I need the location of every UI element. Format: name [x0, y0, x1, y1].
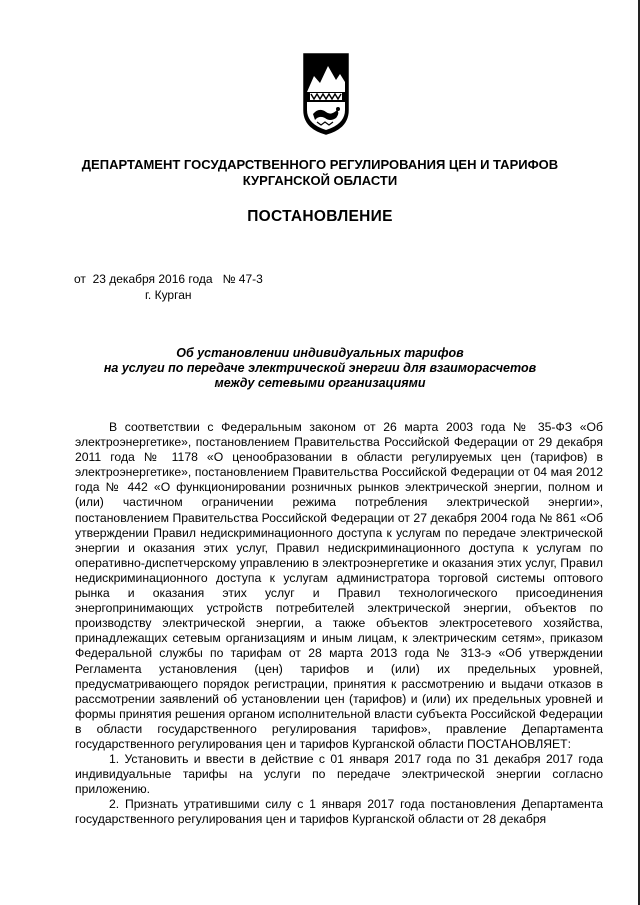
- body-paragraph-item-2: 2. Признать утратившими силу с 1 января 2017 года постановления Департамента государственного регулирования цен и тарифов Курганской области от 28 декабря: [75, 797, 603, 827]
- document-subject: [60, 346, 580, 391]
- city-name: г. Курган: [145, 288, 192, 302]
- body-paragraph-item-1: 1. Установить и ввести в действие с 01 января 2017 года по 31 декабря 2017 года индивидуальные тарифы на услуги по передаче электрической энергии согласно приложению.: [75, 752, 603, 797]
- document-type-title: ПОСТАНОВЛЕНИЕ: [247, 208, 393, 225]
- department-line-1: ДЕПАРТАМЕНТ ГОСУДАРСТВЕННОГО РЕГУЛИРОВАНИЯ ЦЕН И ТАРИФОВ: [81, 157, 559, 172]
- date-and-number: от 23 декабря 2016 года № 47-3: [74, 272, 263, 286]
- subject-line-3: между сетевыми организациями: [214, 376, 426, 390]
- department-heading: [40, 157, 600, 189]
- body-paragraph-intro: В соответствии с Федеральным законом от 26 марта 2003 года № 35-ФЗ «Об электроэнергетике», постановлением Правительства Российской Федерации от 29 декабря 2011 года № 1178 «О ценообразовании в области регулируемых цен (тарифов) в электроэнергетике», постановлением Правительства Российской Федерации от 04 мая 2012 года № 442 «О функционировании розничных рынков электрической энергии, полном и (или) частичном ограничении режима потребления электрической энергии», постановлением Правительства Российской Федерации от 27 декабря 2004 года № 861 «Об утверждении Правил недискриминационного доступа к услугам по передаче электрической энергии и оказания этих услуг, Правил недискриминационного доступа к услугам по оперативно-диспетчерскому управлению в электроэнергетике и оказания этих услуг, Правил недискриминационного доступа к услугам администратора торговой системы оптового рынка и оказания этих услуг и Правил технологического присоединения энергопринимающих устройств потребителей электрической энергии, объектов по производству электрической энергии, а также объектов электросетевого хозяйства, принадлежащих сетевым организациям и иным лицам, к электрическим сетям», приказом Федеральной службы по тарифам от 28 марта 2013 года № 313-э «Об утверждении Регламента установления (цен) тарифов и (или) их предельных уровней, предусматривающего порядок регистрации, принятия к рассмотрению и выдачи отказов в рассмотрении заявлений об установлении цен (тарифов) и (или) их предельных уровней и формы принятия решения органом исполнительной власти субъекта Российской Федерации в области государственного регулирования тарифов», правление Департамента государственного регулирования цен и тарифов Курганской области ПОСТАНОВЛЯЕТ:: [75, 420, 603, 751]
- document-body: [75, 420, 603, 828]
- coat-of-arms-icon: [301, 52, 351, 136]
- department-line-2: КУРГАНСКОЙ ОБЛАСТИ: [242, 173, 398, 188]
- subject-line-2: на услуги по передаче электрической энергии для взаиморасчетов: [103, 361, 537, 375]
- subject-line-1: Об установлении индивидуальных тарифов: [176, 346, 464, 360]
